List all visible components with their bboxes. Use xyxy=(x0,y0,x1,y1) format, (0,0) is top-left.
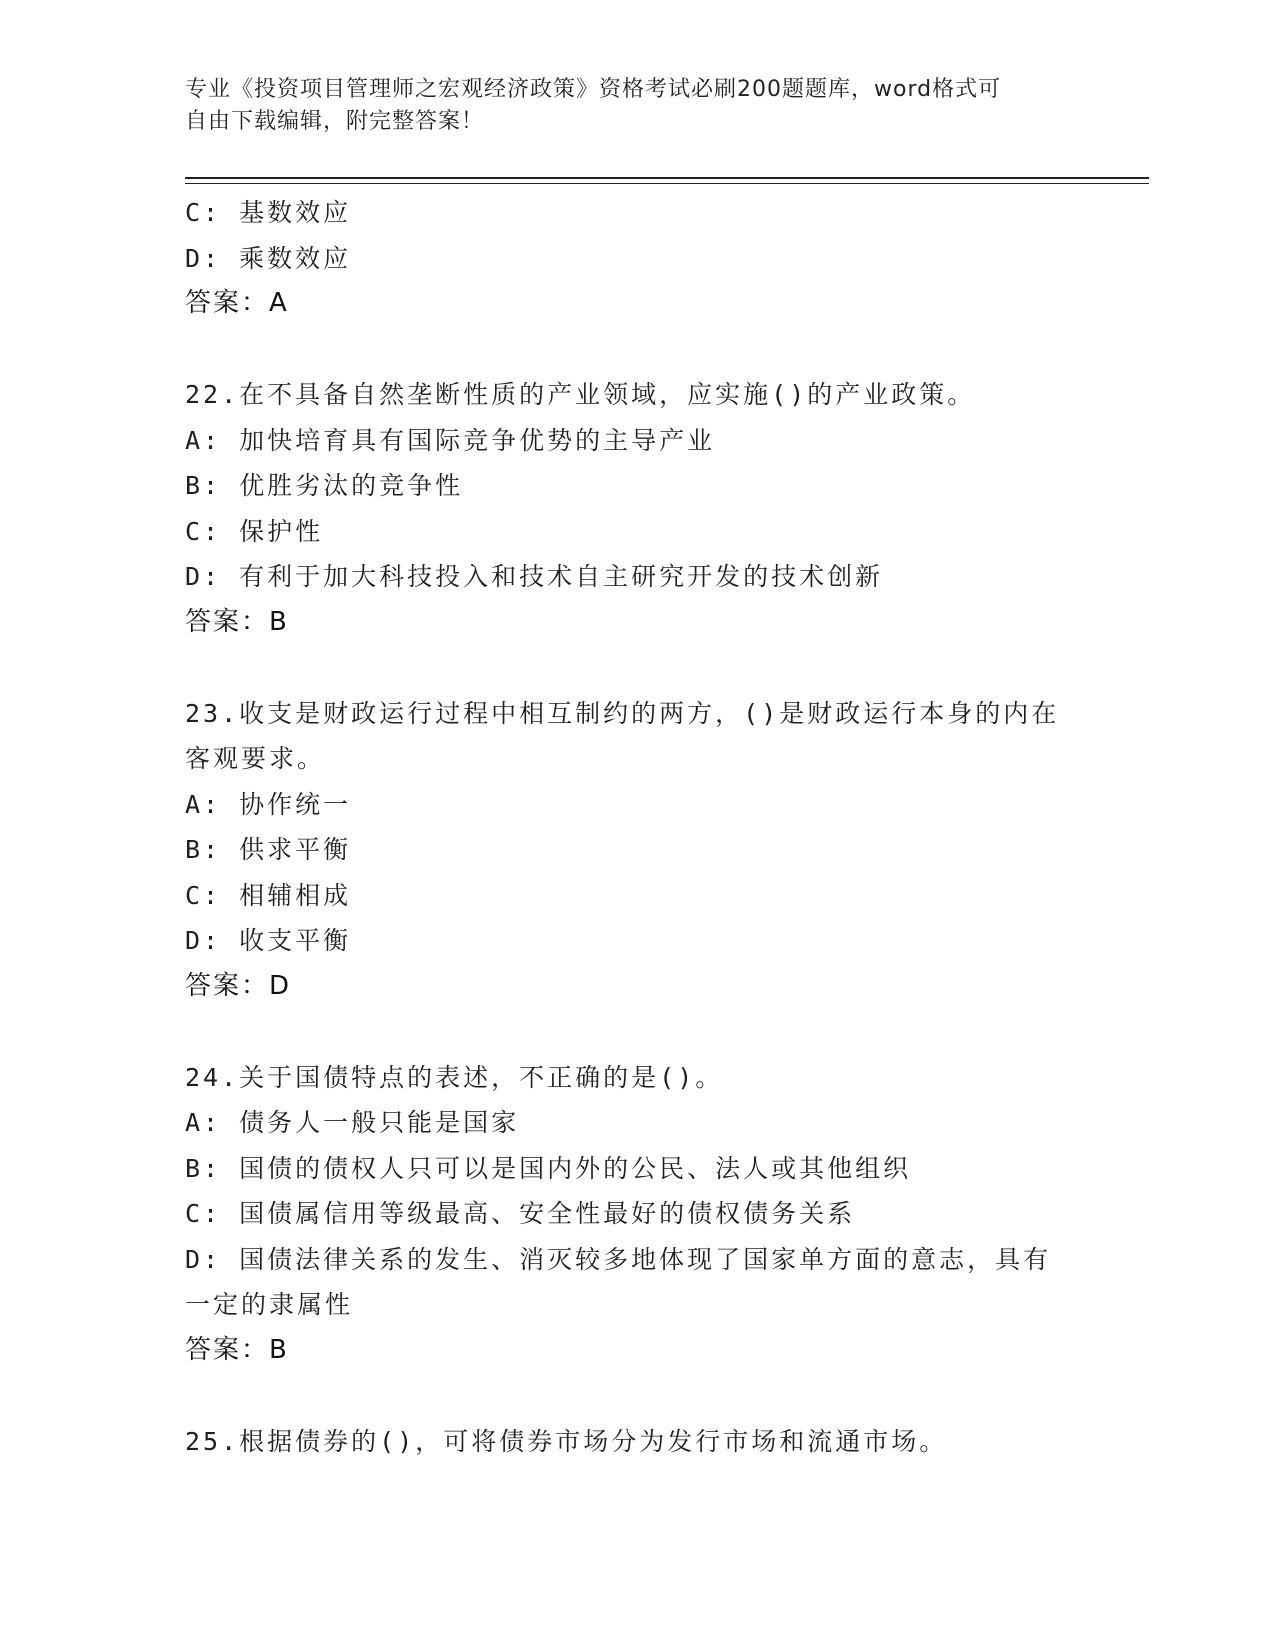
question-21-tail xyxy=(185,190,1075,327)
question-22 xyxy=(185,372,1075,645)
option-b: B: 国债的债权人只可以是国内外的公民、法人或其他组织 xyxy=(185,1153,912,1183)
question-stem-line-2: 客观要求。 xyxy=(185,744,326,773)
question-stem-line-1: 23.收支是财政运行过程中相互制约的两方，()是财政运行本身的内在 xyxy=(185,698,1060,728)
option-d: D: 乘数效应 xyxy=(185,243,352,273)
answer: 答案：B xyxy=(185,1334,289,1365)
option-c: C: 保护性 xyxy=(185,516,324,546)
option-b: B: 优胜劣汰的竞争性 xyxy=(185,471,464,500)
option-a: A: 债务人一般只能是国家 xyxy=(185,1108,520,1137)
question-24 xyxy=(185,1055,1075,1374)
question-list xyxy=(185,190,1075,1464)
question-23 xyxy=(185,691,1075,1010)
option-a: A: 加快培育具有国际竞争优势的主导产业 xyxy=(185,425,716,455)
header-line-1: 专业《投资项目管理师之宏观经济政策》资格考试必刷200题题库，word格式可 xyxy=(185,77,1002,102)
answer: 答案：D xyxy=(185,970,292,1001)
question-25 xyxy=(185,1419,1075,1465)
option-b: B: 供求平衡 xyxy=(185,835,352,864)
question-stem: 25.根据债券的()，可将债券市场分为发行市场和流通市场。 xyxy=(185,1426,948,1456)
document-header xyxy=(185,74,1065,138)
option-d-line-1: D: 国债法律关系的发生、消灭较多地体现了国家单方面的意志，具有 xyxy=(185,1244,1052,1274)
spacer xyxy=(185,1009,1075,1055)
spacer xyxy=(185,1373,1075,1419)
question-stem: 22.在不具备自然垄断性质的产业领域，应实施()的产业政策。 xyxy=(185,380,976,409)
option-d-line-2: 一定的隶属性 xyxy=(185,1290,354,1319)
option-c: C: 相辅相成 xyxy=(185,880,352,910)
option-d: D: 收支平衡 xyxy=(185,926,352,955)
header-line-2: 自由下载编辑，附完整答案！ xyxy=(185,109,485,134)
spacer xyxy=(185,645,1075,691)
option-d: D: 有利于加大科技投入和技术自主研究开发的技术创新 xyxy=(185,562,884,591)
option-c: C: 国债属信用等级最高、安全性最好的债权债务关系 xyxy=(185,1199,856,1228)
header-rule-thin xyxy=(185,183,1149,184)
header-rule-thick xyxy=(185,177,1149,179)
answer: 答案：B xyxy=(185,606,289,637)
option-a: A: 协作统一 xyxy=(185,789,352,819)
answer: 答案：A xyxy=(185,288,289,318)
option-c: C: 基数效应 xyxy=(185,198,352,227)
spacer xyxy=(185,327,1075,373)
question-stem: 24.关于国债特点的表述，不正确的是()。 xyxy=(185,1062,724,1092)
